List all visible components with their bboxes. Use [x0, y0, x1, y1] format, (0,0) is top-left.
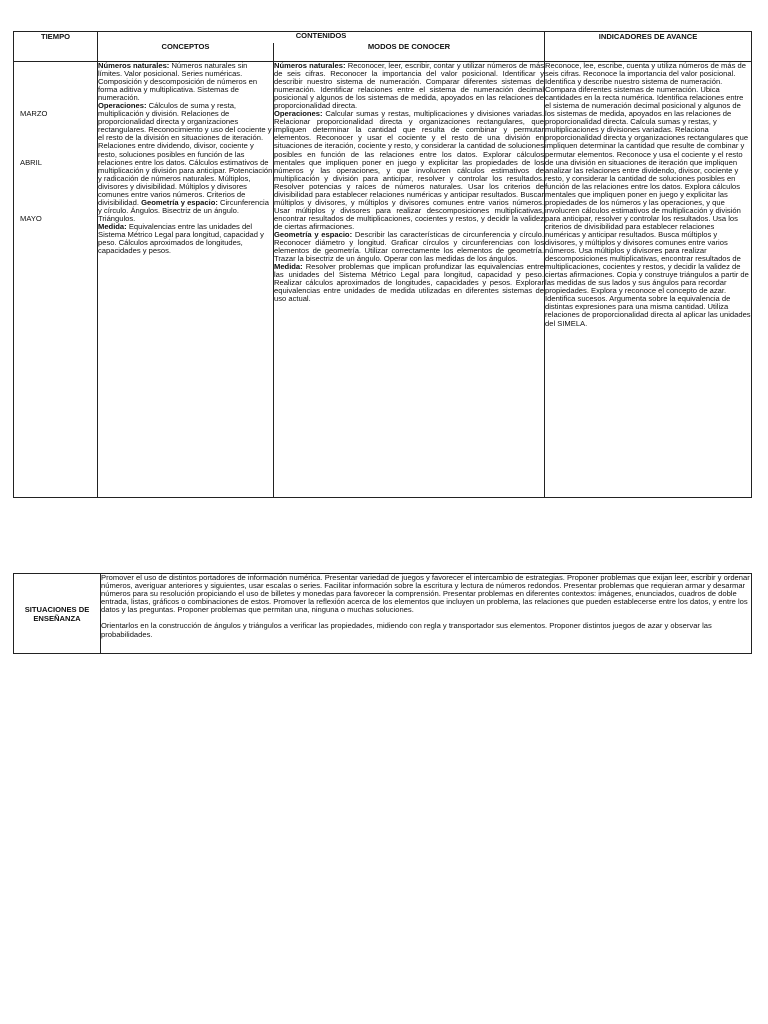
modo-medida-text: Resolver problemas que implican profundizar las equivalencias entre las unidades del Sistema Métrico Legal para longitud, capacidad y peso. Realizar cálculos aproximados de longitudes, capacidades y pesos. Explorar equivalencias entre unidades de medida utilizadas en diferentes sistemas de uso actual. [274, 262, 545, 304]
situaciones-paragraph-2: Orientarlos en la construcción de ángulos y triángulos a verificar las propiedades, midiendo con regla y transportador sus elementos. Proponer distintos juegos de azar y observar las probabilidades. [101, 621, 712, 639]
modo-operaciones-title: Operaciones: [274, 109, 326, 119]
modo-operaciones-text: Calcular sumas y restas, multiplicaciones y divisiones variadas. Relacionar proporcionalidad directa y organizaciones rectangulares, que impliquen determinar la cantidad que resulta de combinar y permutar elementos. Reconocer y usar el cociente y el resto de una división en situaciones de iteración, cociente y resto, y considerar la cantidad de soluciones posibles en función de las relaciones entre los datos. Explorar cálculos mentales que impliquen poner en juego y explicitar las propiedades de los números y las operaciones, y que involucren cálculos estimativos de multiplicación y división para anticipar, resolver y controlar los resultados. Resolver potencias y raíces de números naturales. Usar los criterios de divisibilidad para establecer relaciones numéricas y anticipar resultados. Buscar múltiplos y divisores, y múltiplos y divisores comunes entre varios números. Usar múltiplos y divisores para realizar descomposiciones multiplicativas, encontrar resultados de multiplicaciones, cocientes y restos, y decidir la validez de ciertas afirmaciones. [274, 109, 545, 231]
month-mayo: MAYO [20, 214, 42, 223]
concepto-numeros [98, 62, 273, 102]
modo-operaciones [274, 110, 544, 231]
concepto-geometria-text: Circunferencia y círculo. Ángulos. Bisectriz de un ángulo. Triángulos. [98, 197, 269, 223]
modo-geometria-title: Geometría y espacio: [274, 229, 355, 239]
situaciones-label: SITUACIONES DE ENSEÑANZA [14, 574, 101, 654]
modo-geometria [274, 231, 544, 263]
indicadores-cell [545, 62, 752, 498]
month-abril: ABRIL [20, 158, 42, 167]
concepto-numeros-text: Números naturales sin límites. Valor posicional. Series numéricas. Composición y descomposición de números en forma aditiva y multiplicativa. Sistemas de numeración. [98, 61, 258, 103]
header-contenidos: CONTENIDOS [98, 32, 545, 43]
situaciones-table [13, 573, 752, 654]
modos-cell [274, 62, 545, 498]
planning-table [13, 31, 752, 498]
situaciones-text [101, 574, 752, 654]
modo-medida-title: Medida: [274, 262, 306, 272]
header-indicadores: INDICADORES DE AVANCE [545, 32, 752, 62]
indicadores-text: Reconoce, lee, escribe, cuenta y utiliza números de más de seis cifras. Reconoce la importancia del valor posicional. Identifica y describe nuestro sistema de numeración. Compara diferentes sistemas de numeración. Ubica cantidades en la recta numérica. Identifica relaciones entre el sistema de numeración decimal posicional y algunos de los sistemas de medida, apoyados en las relaciones de proporcionalidad directa. Calcula sumas y restas, y multiplicaciones y divisiones variadas. Relaciona proporcionalidad directa y organizaciones rectangulares que impliquen determinar la cantidad que resulte de combinar y permutar elementos. Reconoce y usa el cociente y el resto de una división en situaciones de iteración que impliquen analizar las relaciones entre dividendo, divisor, cociente y resto, y considerar la cantidad de soluciones posibles en función de las relaciones entre los datos. Explora cálculos mentales que impliquen poner en juego y explicitar las propiedades de los números y las operaciones, y que involucren cálculos estimativos de multiplicación y división para anticipar, resolver y controlar los resultados. Usa los criterios de divisibilidad para establecer relaciones numéricas y anticipar resultados. Busca múltiplos y divisores, y múltiplos y divisores comunes entre varios números. Usa múltiplos y divisores para realizar descomposiciones multiplicativas, encontrar resultados de multiplicaciones, cocientes y restos, y decidir la validez de ciertas afirmaciones. Copia y construye triángulos a partir de las medidas de sus lados y sus ángulos para recordar propiedades. Explora y reconoce el concepto de azar. Identifica sucesos. Argumenta sobre la equivalencia de distintas expresiones para una misma cantidad. Utiliza relaciones de proporcionalidad directa al aplicar las unidades del SIMELA. [545, 61, 751, 328]
tiempo-cell [14, 62, 98, 498]
header-tiempo: TIEMPO [14, 32, 98, 62]
header-modos: MODOS DE CONOCER [274, 43, 545, 62]
modo-geometria-text: Describir las características de circunferencia y círculo. Reconocer diámetro y longitud. Graficar círculos y circunferencias con los elementos de geometría. Utilizar correctamente los elementos de geometría. Trazar la bisectriz de un ángulo. Operar con las medidas de los ángulos. [274, 229, 545, 264]
modo-numeros-text: Reconocer, leer, escribir, contar y utilizar números de más de seis cifras. Reconocer la importancia del valor posicional. Identificar y describir nuestro sistema de numeración. Comparar diferentes sistemas de numeración. Identificar relaciones entre el sistema de numeración decimal posicional y algunos de los sistemas de medida, apoyados en las relaciones de proporcionalidad directa. [274, 61, 545, 111]
concepto-geometria-title: Geometría y espacio: [141, 197, 220, 207]
conceptos-cell [98, 62, 274, 498]
concepto-operaciones-title: Operaciones: [98, 101, 149, 111]
situaciones-paragraph-1: Promover el uso de distintos portadores de información numérica. Presentar variedad de juegos y favorecer el intercambio de estrategias. Proponer problemas que exijan leer, escribir y ordenar números, averiguar anteriores y siguientes, usar escalas o series. Facilitar información sobre la escritura y lectura de números redondos. Presentar problemas que requieran armar y desarmar números para su resolución propiciando el uso de billetes y monedas para favorecer la comprensión. Presentar problemas en diferentes contextos: imágenes, enunciados, cuadros de doble entrada, listas, gráficos o combinaciones de estos. Promover la reflexión acerca de los elementos que incluyen un problema, las relaciones que pueden establecerse entre los datos, y entre los datos y las preguntas. Proponer problemas que permitan una, ninguna o muchas soluciones. [101, 573, 750, 615]
modo-numeros-title: Números naturales: [274, 61, 348, 70]
concepto-numeros-title: Números naturales: [98, 61, 172, 70]
concepto-medida-text: Equivalencias entre las unidades del Sistema Métrico Legal para longitud, capacidad y peso. Cálculos aproximados de longitudes, capacidades y pesos. [98, 221, 264, 256]
concepto-medida [98, 223, 273, 255]
concepto-medida-title: Medida: [98, 221, 129, 231]
concepto-operaciones-text: Cálculos de suma y resta, multiplicación y división. Relaciones de proporcionalidad directa y organizaciones rectangulares. Reconocimiento y uso del cociente y el resto de la división en situaciones de iteración. Relaciones entre dividendo, divisor, cociente y resto, soluciones posibles en función de las relaciones entre los datos. Cálculos estimativos de multiplicación y división para anticipar. Potenciación y radicación de números naturales. Múltiplos, divisores y divisibilidad. Múltiplos y divisores comunes entre varios números. Criterios de divisibilidad. [98, 101, 273, 207]
month-marzo: MARZO [20, 109, 48, 118]
header-conceptos: CONCEPTOS [98, 43, 274, 62]
modo-medida [274, 263, 544, 303]
modo-numeros [274, 62, 544, 110]
concepto-operaciones [98, 102, 273, 223]
